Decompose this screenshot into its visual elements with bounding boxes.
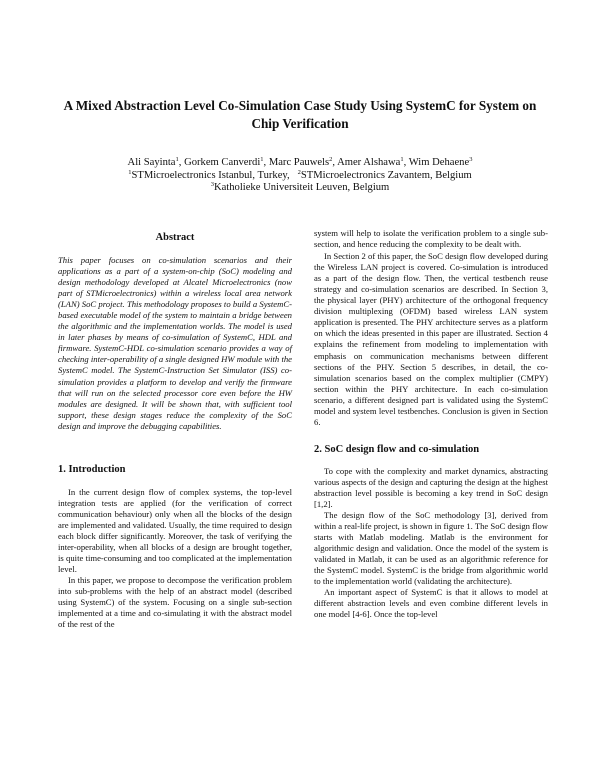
paragraph: To cope with the complexity and market dynamics, abstracting various aspects of the design and capturing the design at the highest abstraction level possible is becoming a key trend in SoC design [1,2].: [314, 465, 549, 509]
author-affiliation-mark: 3: [469, 156, 473, 163]
affiliation-line: $^3$Katholieke Universiteit Leuven, Belgium: [210, 181, 390, 193]
paragraph: In Section 2 of this paper, the SoC design flow developed during the Wireless LAN project is covered. Co-simulation is introduced as a part of the design flow. Then, the vertical testbench reuse strategy and co-simulation scenarios are described. In Section 3, the physical layer (PHY) architecture of the orthogonal frequency division multiplexing (OFDM) based wireless LAN system application is presented. The PHY architecture serves as a platform on which the ideas presented in this paper are illustrated. Section 4 explains the refinement from modeling to implementation with emphasis on communication mechanisms between different sections of the PHY. Section 5 describes, in detail, the co-simulation scenarios based on the complex multiplier (CMPY) section within the PHY architecture. In each co-simulation scenario, a different designed part is validated using the SystemC model and system level testbenches. Conclusion is given in Section 6.: [314, 251, 548, 427]
author-name: Amer Alshawa: [337, 157, 401, 168]
abstract-heading: Abstract: [155, 232, 195, 243]
paragraph: system will help to isolate the verification problem to a single sub-section, and hence reducing the complexity to be dealt with.: [314, 228, 548, 250]
affiliation-line: $^1$STMicroelectronics Istanbul, Turkey, $^2$STMicroelectronics Zavantem, Belgium: [128, 168, 472, 181]
author-affiliation-mark: 1: [175, 156, 179, 163]
affiliation: Katholieke Universiteit Leuven, Belgium: [213, 182, 390, 193]
paragraph: In this paper, we propose to decompose the verification problem into sub-problems with the help of an abstract model (described using SystemC) of the system. Focusing on a single sub-section implemented at a time and co-simulating it with the abstract model of the rest of the: [58, 575, 292, 630]
author-affiliation-mark: 1: [400, 156, 404, 163]
affiliation: STMicroelectronics Zavantem, Belgium: [300, 169, 472, 181]
left-column: [58, 232, 292, 630]
author-name: Ali Sayinta: [127, 157, 176, 168]
affiliation: STMicroelectronics Istanbul, Turkey,: [131, 169, 290, 181]
author-affiliation-mark: 1: [260, 156, 264, 163]
abstract-text: This paper focuses on co-simulation scenarios and their applications as a part of a system-on-chip (SoC) modeling and design methodology developed at Alcatel Microelectronics (now part of STMicroelectronics) within a wireless local area network (LAN) SoC project. This methodology proposes to build a SystemC-based executable model of the system to maintain a bridge between the algorithmic and the implementation worlds. The model is used in later phases by means of co-simulation of SystemC, HDL and firmware. SystemC-HDL co-simulation scenario provides a way of checking inter-operability of a single designed HW module with the SystemC model. The SystemC-Instruction Set Simulator (ISS) co-simulation provides a platform to develop and verify the firmware that will run on the selected processor core even before the HW modules are designed. It will be shown that, with sufficient tool support, these design stages reduce the complexity of the SoC design and improve the debugging capabilities.: [58, 255, 292, 431]
section-heading-soc-design-flow: 2. SoC design flow and co-simulation: [314, 443, 480, 455]
author-name: Wim Dehaene: [408, 157, 470, 168]
paper-title: A Mixed Abstraction Level Co-Simulation Case Study Using SystemC for System on Chip Verification: [63, 98, 537, 131]
author-affiliation-mark: 2: [329, 156, 333, 163]
paragraph: In the current design flow of complex systems, the top-level integration tests are applied (for the verification of correct communication behaviour) only when all the blocks of the design are implemented and validated. Usually, the time required to design each block differ significantly. Moreover, the task of verifying the inter-operability, when all blocks of a design are brought together, is quite time-consuming and too complicated at the implementation level.: [58, 486, 292, 575]
paragraph: An important aspect of SystemC is that it allows to model at different abstraction levels and even combine different levels in one model [4-6]. Once the top-level: [314, 587, 548, 620]
section-heading-introduction: 1. Introduction: [58, 463, 126, 475]
right-column: [314, 228, 548, 621]
author-name: Gorkem Canverdi: [184, 157, 261, 168]
author-block: [40, 157, 560, 195]
author-list: Ali Sayinta$^1$, Gorkem Canverdi$^1$, Marc Pauwels$^2$, Amer Alshawa$^1$, Wim Dehaene$^3$: [127, 156, 473, 168]
author-name: Marc Pauwels: [268, 157, 330, 168]
paragraph: The design flow of the SoC methodology [3], derived from within a real-life project, is shown in figure 1. The SoC design flow starts with Matlab modeling. Matlab is the environment for algorithmic design and validation. Once the model of the system is validated in Matlab, it can be used as an algorithmic reference for the SystemC model. SystemC is the bridge from algorithmic world to the implementation world (validating the architecture).: [314, 510, 548, 587]
